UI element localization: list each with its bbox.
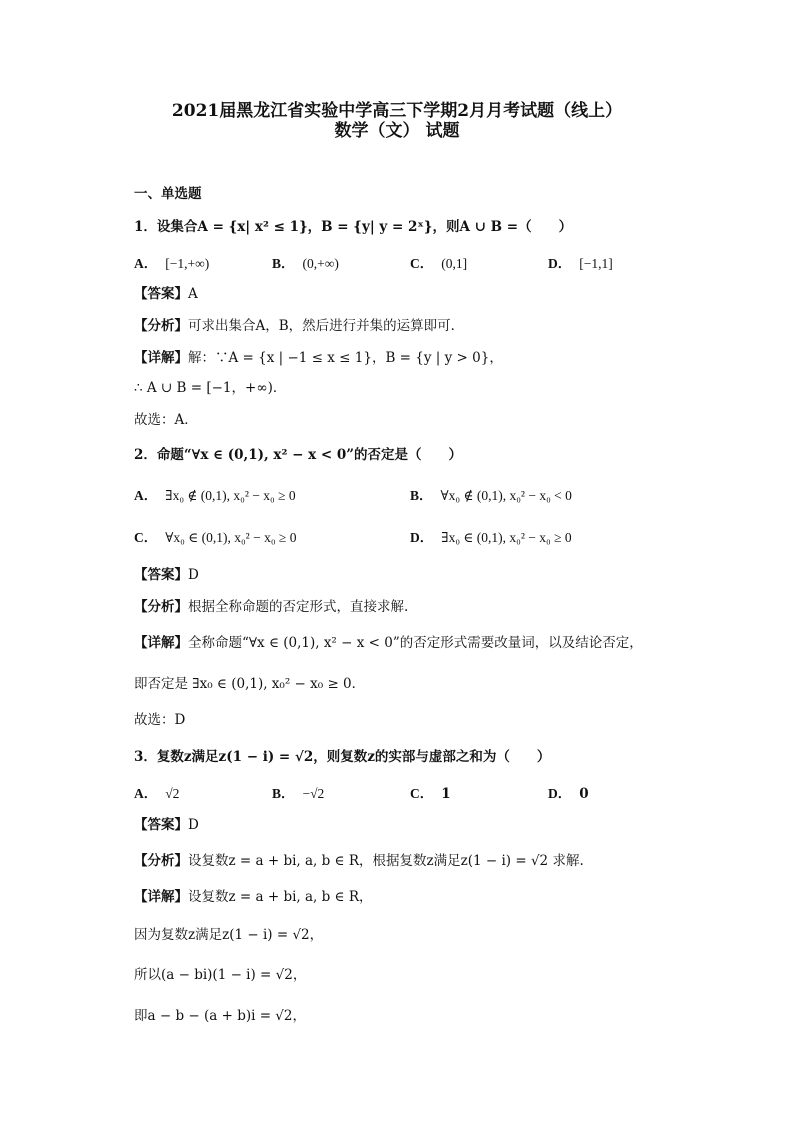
q3-detail-line3: 即a − b − (a + b)i = √2， xyxy=(134,1008,306,1024)
q3-option-b xyxy=(272,784,324,804)
q1-analysis xyxy=(134,316,464,336)
analysis-tag: 【分析】 xyxy=(134,599,188,615)
analysis-text: 设复数z = a + bi, a, b ∈ R，根据复数z满足z(1 − i) = √2 求解. xyxy=(188,853,584,869)
analysis-text: 可求出集合A，B，然后进行并集的运算即可． xyxy=(188,318,465,334)
q2-option-d xyxy=(410,528,572,548)
q2-option-b xyxy=(410,486,572,506)
option-text: 1 xyxy=(441,786,451,802)
option-text: ∃x₀ ∉ (0,1), x₀² − x₀ ≥ 0 xyxy=(165,488,296,503)
detail-tag: 【详解】 xyxy=(134,350,188,366)
option-label: B． xyxy=(410,488,433,503)
q1-detail-line2: ∴ A ∪ B = [−1，+∞)． xyxy=(134,380,287,396)
answer-value: A xyxy=(188,286,198,302)
q1-stem: 1．设集合A = {x| x² ≤ 1}，B = {y| y = 2ˣ}，则A ∪ B =（ ） xyxy=(134,219,573,235)
q3-answer xyxy=(134,815,199,835)
answer-tag: 【答案】 xyxy=(134,567,188,583)
page-title: 2021届黑龙江省实验中学高三下学期2月月考试题（线上） xyxy=(171,101,623,121)
q2-answer xyxy=(134,565,199,585)
option-label: C． xyxy=(410,786,434,801)
q3-option-c xyxy=(410,784,451,804)
section-heading: 一、单选题 xyxy=(134,186,202,202)
detail-text: 全称命题“∀x ∈ (0,1), x² − x < 0”的否定形式需要改量词，以及结论否定， xyxy=(188,635,643,651)
q1-detail xyxy=(134,348,503,368)
option-label: C． xyxy=(134,530,158,545)
analysis-tag: 【分析】 xyxy=(134,853,188,869)
q1-option-c xyxy=(410,254,467,274)
answer-value: D xyxy=(188,567,199,583)
detail-text: 设复数z = a + bi, a, b ∈ R， xyxy=(188,889,373,905)
q3-stem: 3．复数z满足z(1 − i) = √2，则复数z的实部与虚部之和为（ ） xyxy=(134,749,551,765)
detail-text: 解：∵A = {x | −1 ≤ x ≤ 1}，B = {y | y > 0}， xyxy=(188,350,503,366)
option-label: B． xyxy=(272,786,295,801)
detail-tag: 【详解】 xyxy=(134,889,188,905)
q1-option-d xyxy=(548,254,613,274)
option-text: [−1,1] xyxy=(579,256,613,271)
option-text: 0 xyxy=(579,786,589,802)
detail-tag: 【详解】 xyxy=(134,635,188,651)
q3-option-d xyxy=(548,784,589,804)
option-label: A． xyxy=(134,488,158,503)
q3-analysis xyxy=(134,851,584,871)
option-label: A． xyxy=(134,786,158,801)
q2-option-c xyxy=(134,528,296,548)
q2-detail-line2: 即否定是 ∃x₀ ∈ (0,1), x₀² − x₀ ≥ 0． xyxy=(134,676,366,692)
q3-detail xyxy=(134,887,373,907)
q1-choose: 故选：A． xyxy=(134,412,198,428)
q3-detail-line2: 所以(a − bi)(1 − i) = √2， xyxy=(134,967,307,983)
q2-stem: 2．命题“∀x ∈ (0,1), x² − x < 0”的否定是（ ） xyxy=(134,447,463,463)
option-text: [−1,+∞) xyxy=(165,256,210,271)
q2-analysis xyxy=(134,597,408,617)
q1-option-b xyxy=(272,254,339,274)
option-text: ∃x₀ ∈ (0,1), x₀² − x₀ ≥ 0 xyxy=(441,530,572,545)
q1-option-a xyxy=(134,254,209,274)
option-label: D． xyxy=(548,256,572,271)
option-text: ∀x₀ ∉ (0,1), x₀² − x₀ < 0 xyxy=(440,488,572,503)
analysis-tag: 【分析】 xyxy=(134,318,188,334)
q3-option-a xyxy=(134,784,179,804)
q2-option-a xyxy=(134,486,296,506)
option-text: √2 xyxy=(165,786,180,801)
option-text: ∀x₀ ∈ (0,1), x₀² − x₀ ≥ 0 xyxy=(165,530,297,545)
option-label: D． xyxy=(548,786,572,801)
q3-detail-line1: 因为复数z满足z(1 − i) = √2， xyxy=(134,927,324,943)
answer-tag: 【答案】 xyxy=(134,817,188,833)
answer-tag: 【答案】 xyxy=(134,286,188,302)
option-label: C． xyxy=(410,256,434,271)
page-subtitle: 数学（文） 试题 xyxy=(334,121,460,141)
q2-detail xyxy=(134,633,643,653)
analysis-text: 根据全称命题的否定形式，直接求解. xyxy=(188,599,409,615)
option-label: D． xyxy=(410,530,434,545)
answer-value: D xyxy=(188,817,199,833)
q1-answer xyxy=(134,284,198,304)
option-label: B． xyxy=(272,256,295,271)
q2-choose: 故选：D xyxy=(134,712,186,728)
option-text: (0,+∞) xyxy=(302,256,339,271)
option-text: −√2 xyxy=(302,786,325,801)
option-label: A． xyxy=(134,256,158,271)
option-text: (0,1] xyxy=(441,256,468,271)
